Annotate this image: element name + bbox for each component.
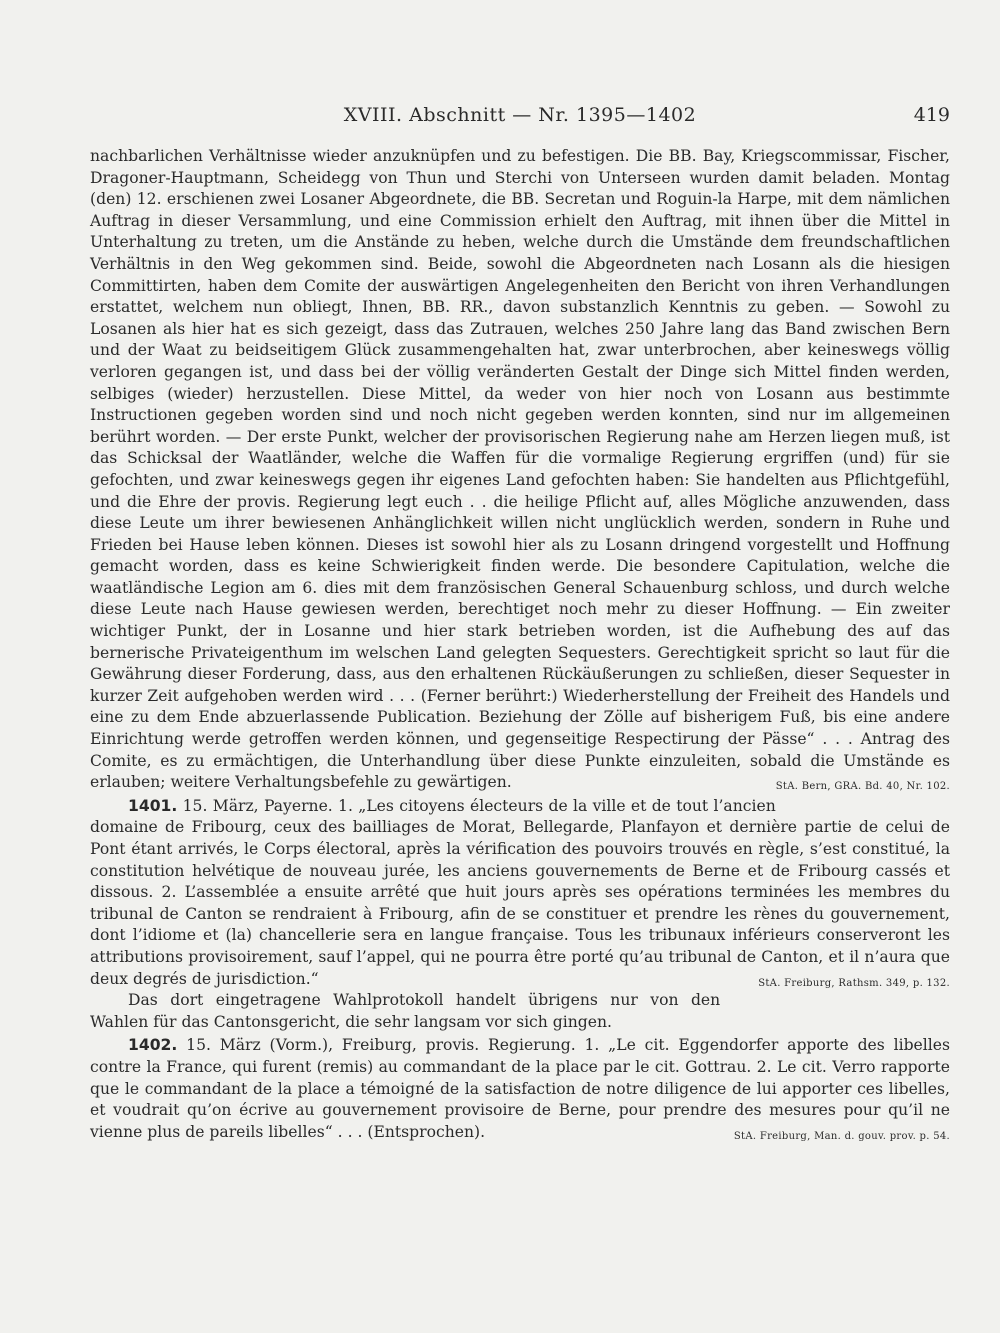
- page-header: [90, 104, 950, 134]
- source-citation: StA. Freiburg, Rathsm. 349, p. 132.: [758, 977, 950, 989]
- paragraph-continuation: [90, 146, 950, 794]
- paragraph-text: nachbarlichen Verhältnisse wieder anzuknüpfen und zu befestigen. Die BB. Bay, Kriegscommissar, Fischer, Dragoner-Hauptmann, Scheidegg von Thun und Sterchi von Unterseen wurden damit beladen. Montag (den) 12. erschienen zwei Losaner Abgeordnete, die BB. Secretan und Roguin-la Harpe, mit dem nämlichen Auftrag in dieser Versammlung, und eine Commission erhielt den Auftrag, mit ihnen über die Mittel in Unterhaltung zu treten, um die Anstände zu heben, welche durch die Umstände dem freundschaftlichen Verhältnis in den Weg gekommen sind. Beide, sowohl die Abgeordneten nach Losann als die hiesigen Committirten, haben dem Comite der auswärtigen Angelegenheiten den Bericht von ihren Verhandlungen erstattet, welchem nun obliegt, Ihnen, BB. RR., davon substanzlich Kenntnis zu geben. — Sowohl zu Losanen als hier hat es sich gezeigt, dass das Zutrauen, welches 250 Jahre lang das Band zwischen Bern und der Waat zu beidseitigem Glück zusammengehalten hat, zwar unterbrochen, aber keineswegs völlig verloren gegangen ist, und dass bei der völlig veränderten Gestalt der Dinge sich Mittel finden werden, selbiges (wieder) herzustellen. Diese Mittel, da weder von hier noch von Losann aus bestimmte Instructionen gegeben worden sind und noch nicht gegeben werden konnten, sind nur im allgemeinen berührt worden. — Der erste Punkt, welcher der provisorischen Regierung nahe am Herzen liegen muß, ist das Schicksal der Waatländer, welche die Waffen für die vormalige Regierung ergriffen (und) für sie gefochten, und zwar keineswegs gegen ihr eigenes Land gefochten haben: Sie handelten aus Pflichtgefühl, und die Ehre der provis. Regierung legt euch . . die heilige Pflicht auf, alles Mögliche anzuwenden, dass diese Leute um ihrer bewiesenen Anhänglichkeit willen nicht unglücklich werden, sondern in Ruhe und Frieden bei Hause leben können. Dieses ist sowohl hier als zu Losann dringend vorgestellt und Hoffnung gemacht worden, dass es keine Schwierigkeit finden werde. Die besondere Capitulation, welche die waatländische Legion am 6. dies mit dem französischen General Schauenburg schloss, und durch welche diese Leute nach Hause gewiesen werden, berechtiget noch mehr zu dieser Hoffnung. — Ein zweiter wichtiger Punkt, der in Losanne und hier stark betrieben worden, ist die Aufhebung des auf das bernerische Privateigenthum im welschen Land gelegten Sequesters. Gerechtigkeit spricht so laut für die Gewährung dieser Forderung, dass, aus den erhaltenen Rückäußerungen zu schließen, dieser Sequester in kurzer Zeit aufgehoben werden wird . . . (Ferner berührt:) Wiederherstellung der Freiheit des Handels und eine zu dem Ende abzuerlassende Publication. Beziehung der Zölle auf bisherigem Fuß, bis eine andere Einrichtung werde getroffen werden können, und gegenseitige Respectirung der Pässe“ . . . Antrag des Comite, es zu ermächtigen, die Unterhandlung über diese Punkte einzuleiten, sobald die Umstände es erlauben; weitere Verhaltungsbefehle zu gewärtigen.: [90, 147, 950, 792]
- entry-1402: [90, 1035, 950, 1143]
- entry-number: 1402.: [128, 1036, 178, 1055]
- entry-note: Das dort eingetragene Wahlprotokoll handelt übrigens nur von den Wahlen für das Cantonsgericht, die sehr langsam vor sich gingen.: [90, 991, 721, 1031]
- entry-1401: [90, 796, 950, 990]
- source-citation: StA. Bern, GRA. Bd. 40, Nr. 102.: [775, 781, 950, 793]
- running-title: XVIII. Abschnitt — Nr. 1395—1402: [343, 104, 697, 126]
- entry-text: 15. März (Vorm.), Freiburg, provis. Regierung. 1. „Le cit. Eggendorfer apporte des libelles contre la France, qui furent (remis) au commandant de la place par le cit. Gottrau. 2. Le cit. Verro rapporte que le commandant de la place a témoigné de la satisfaction de notre diligence de lui apporter ces libelles, et voudrait qu’on écrive au gouvernement provisoire de Berne, pour prendre des mesures pour qu’il ne vienne plus de pareils libelles“ . . . (Entsprochen).: [90, 1036, 950, 1141]
- entry-text: 15. März, Payerne. 1. „Les citoyens électeurs de la ville et de tout l’ancien domaine de Fribourg, ceux des bailliages de Morat, Bellegarde, Planfayon et dernière partie de celui de Pont étant arrivés, le Corps électoral, après la vérification des pouvoirs trouvés en règle, s’est constitué, la constitution helvétique de nouveau jurée, les anciens gouvernements de Berne et de Fribourg cassés et dissous. 2. L’assemblée a ensuite arrêté que huit jours après ses opérations terminées les membres du tribunal de Canton se rendraient à Fribourg, afin de se constituer et prendre les rènes du gouvernement, dont l’idiome et (la) chancellerie sera en langue française. Tous les tribunaux inférieurs conserveront les attributions provisoirement, sauf l’appel, qui ne pourra être porté qu’au tribunal de Canton, et il n’aura que deux degrés de jurisdiction.“: [90, 796, 950, 988]
- page-number: 419: [913, 104, 950, 126]
- page-body: [90, 146, 950, 1147]
- entry-number: 1401.: [128, 796, 178, 815]
- source-citation: StA. Freiburg, Man. d. gouv. prov. p. 54.: [733, 1130, 950, 1142]
